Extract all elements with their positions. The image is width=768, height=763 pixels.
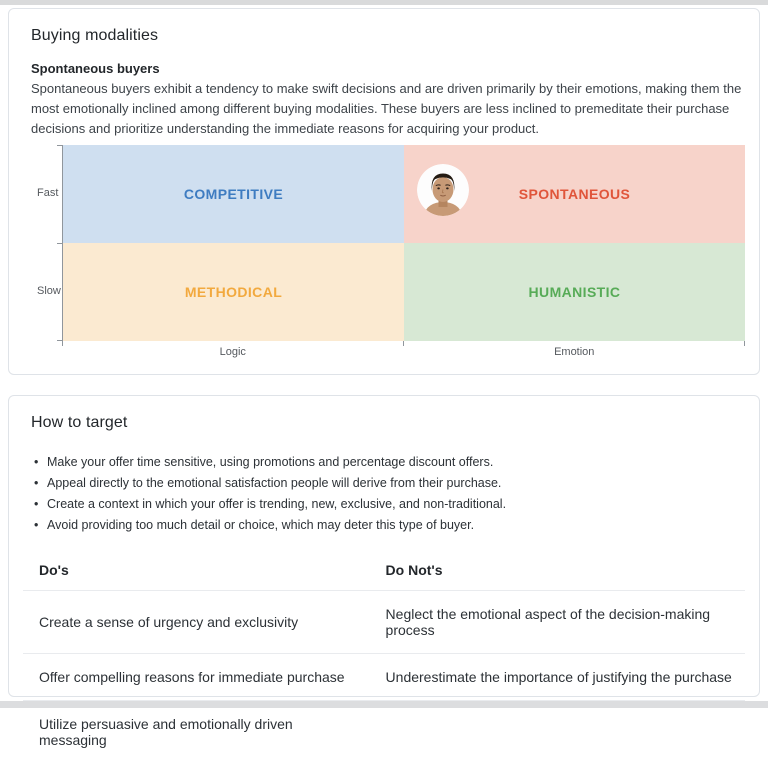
modality-description: Spontaneous buyers exhibit a tendency to make swift decisions and are driven primarily by their emotions, making them the most emotionally inclined among different buying modalities. These buyers are less inclined to premeditate their purchase decisions and prioritize understanding the immediate reasons for acquiring your product. [31,79,743,139]
buyer-avatar-illustration [417,164,469,216]
buyer-avatar [417,164,469,216]
card-title-how-to-target: How to target [31,414,745,432]
card-title-buying-modalities: Buying modalities [31,27,745,45]
quadrant-label-humanistic: HUMANISTIC [529,284,621,300]
bottom-edge-divider [0,701,768,708]
targeting-tip: • Avoid providing too much detail or choice, which may deter this type of buyer. [47,515,745,536]
quadrant-label-competitive: COMPETITIVE [184,186,283,202]
targeting-tip: • Appeal directly to the emotional satisfaction people will derive from their purchase. [47,473,745,494]
do-cell: Create a sense of urgency and exclusivity [23,591,370,654]
buying-modalities-card [8,8,760,375]
quadrant-humanistic[interactable] [404,243,745,341]
quadrant-competitive[interactable] [63,145,404,243]
x-axis-label-emotion: Emotion [404,346,746,358]
do-cell: Utilize persuasive and emotionally driven messaging [23,701,370,763]
targeting-tip: • Create a context in which your offer is trending, new, exclusive, and non-traditional. [47,494,745,515]
dont-cell [370,701,745,763]
quadrant-methodical[interactable] [63,243,404,341]
dos-donts-table [23,552,745,763]
table-row [23,654,745,701]
table-header-row [23,552,745,591]
y-axis-label-fast: Fast [37,187,75,199]
table-row [23,591,745,654]
targeting-tip: • Make your offer time sensitive, using promotions and percentage discount offers. [47,452,745,473]
do-cell: Offer compelling reasons for immediate purchase [23,654,370,701]
quadrant-label-spontaneous: SPONTANEOUS [519,186,631,202]
column-header-dos: Do's [23,552,370,591]
y-axis-label-slow: Slow [37,285,75,297]
dont-cell: Neglect the emotional aspect of the decision-making process [370,591,745,654]
targeting-tips-list [47,452,745,536]
how-to-target-card [8,395,760,697]
column-header-donts: Do Not's [370,552,745,591]
quadrant-label-methodical: METHODICAL [185,284,282,300]
modality-subtitle: Spontaneous buyers [31,61,745,76]
top-edge-divider [0,0,768,5]
x-axis-labels [62,346,745,358]
quadrant-spontaneous[interactable] [404,145,745,243]
x-axis-label-logic: Logic [62,346,404,358]
quadrant-chart [23,145,745,363]
quadrant-grid [62,145,745,341]
table-row [23,701,745,763]
dont-cell: Underestimate the importance of justifying the purchase [370,654,745,701]
